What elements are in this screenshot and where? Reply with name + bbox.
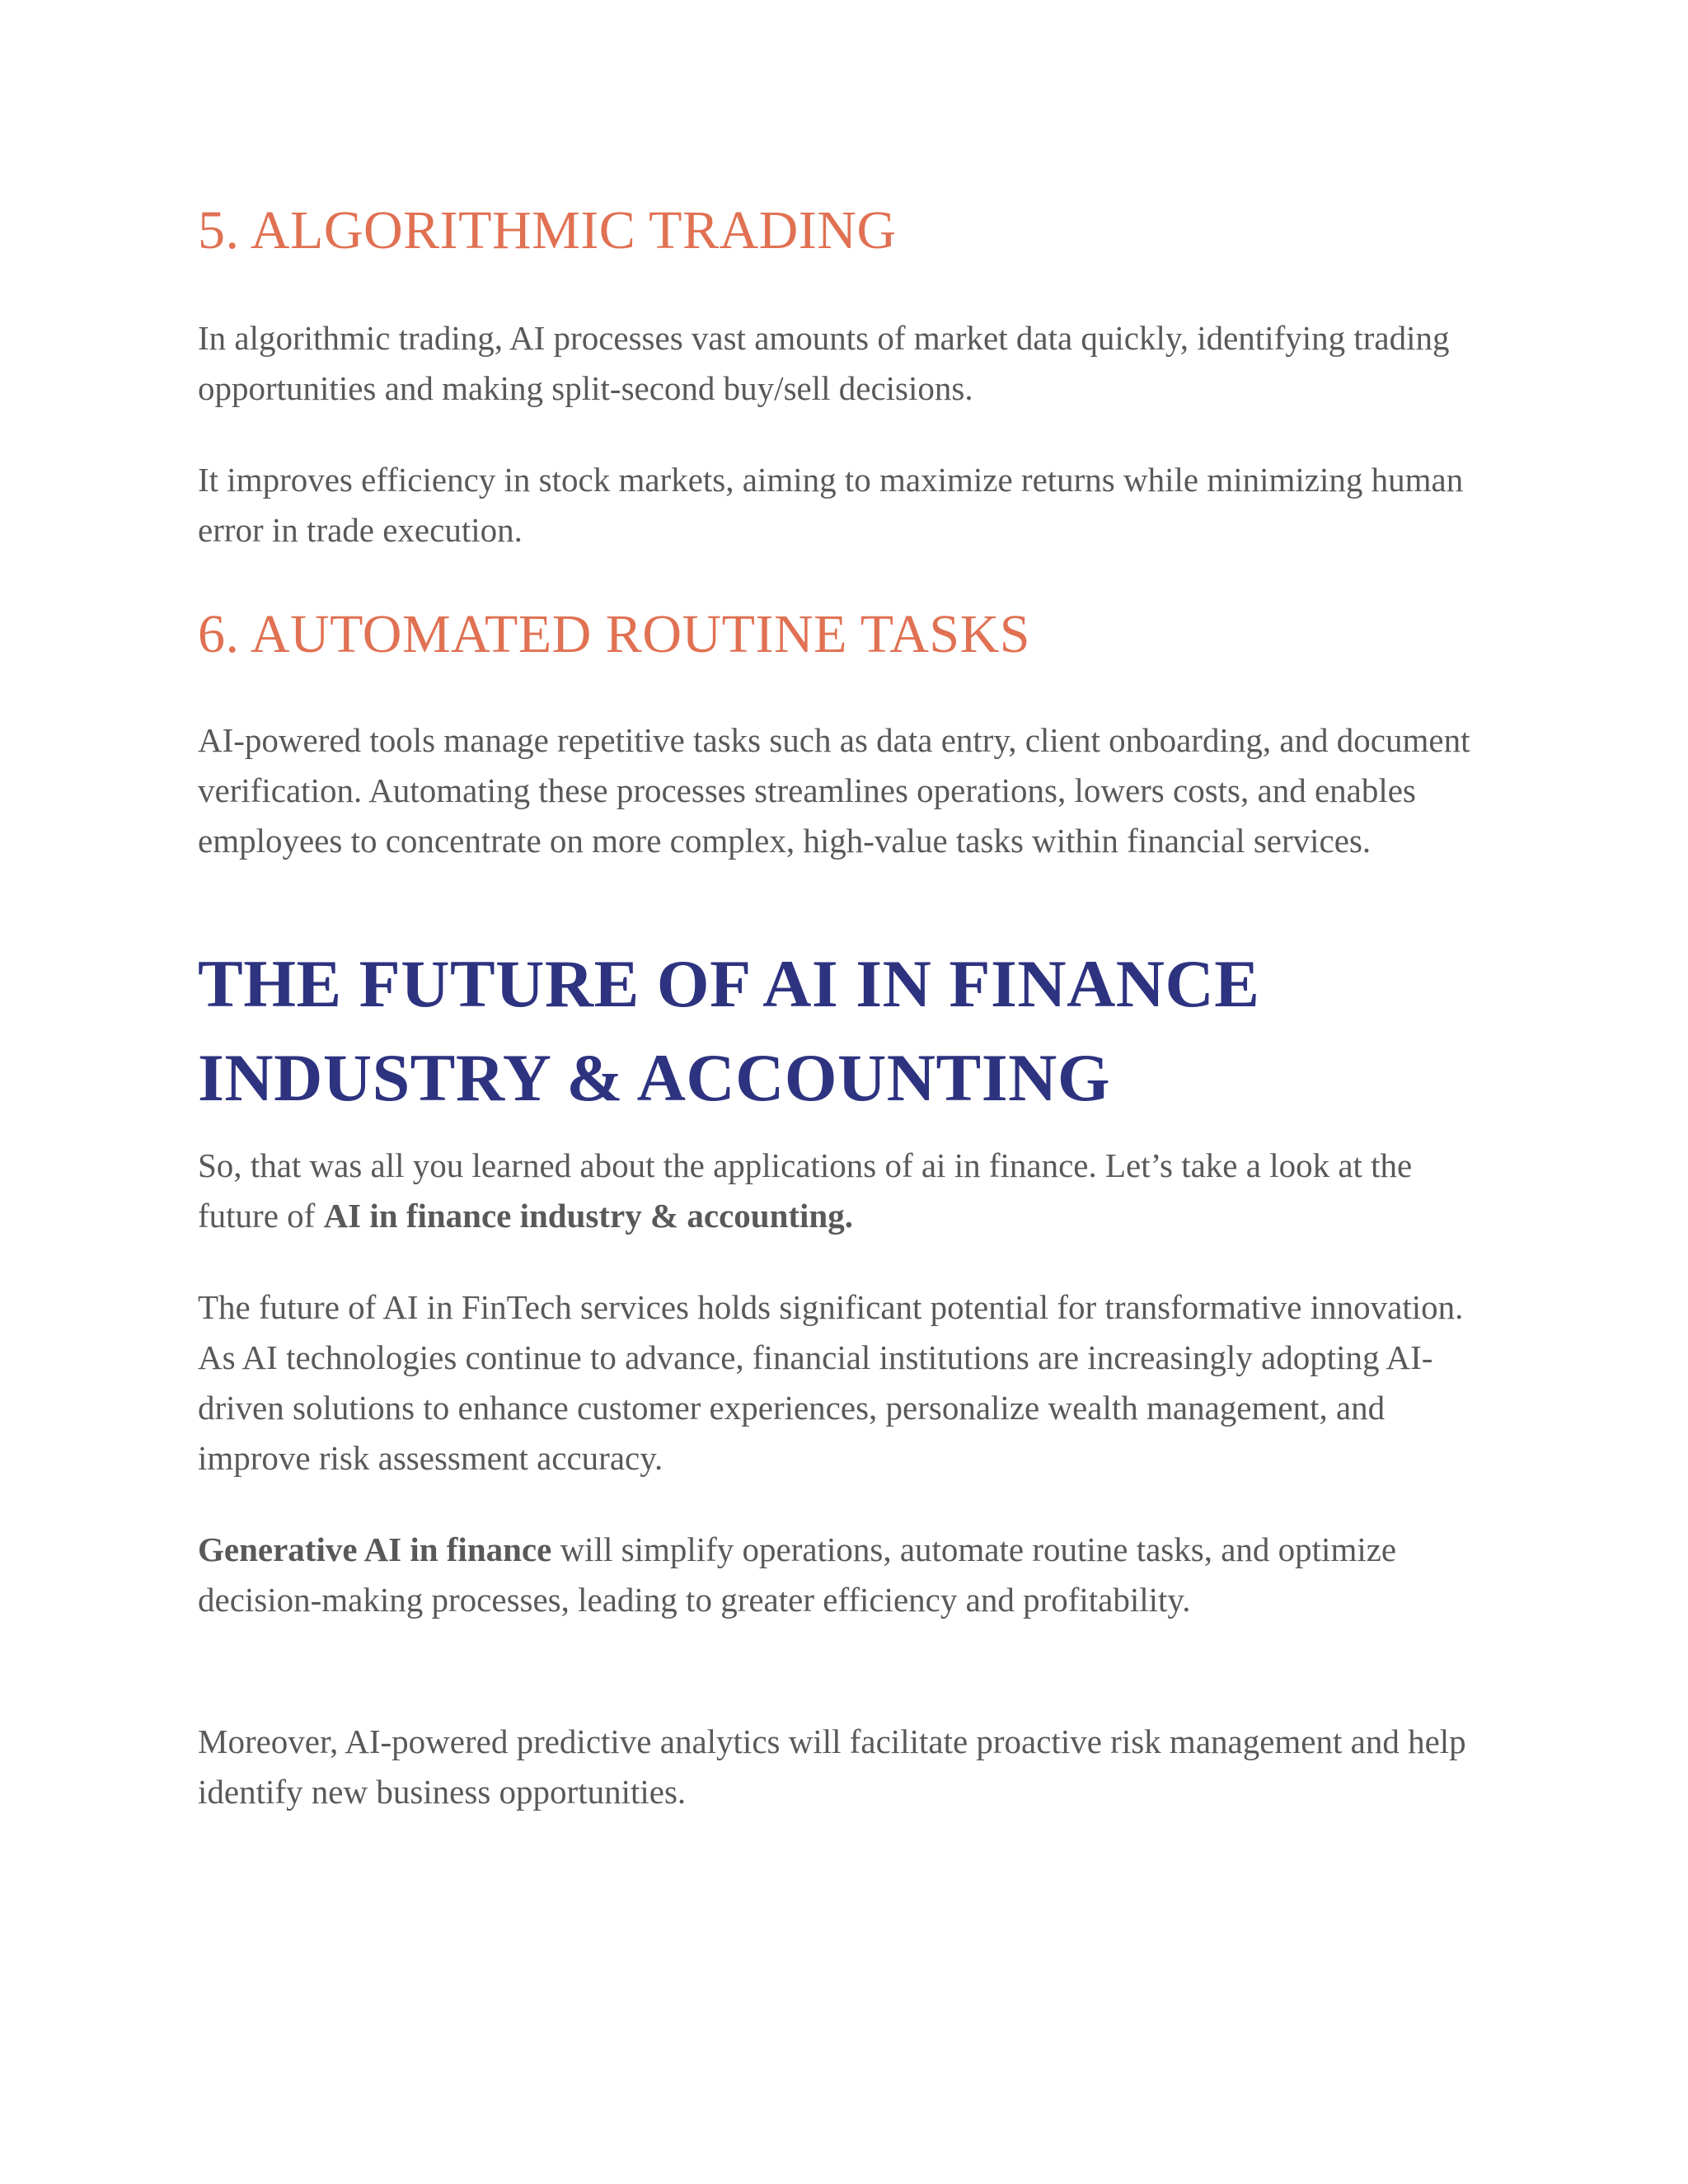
generative-ai-text: will simplify operations, automate routine tasks, and optimize decision-making processes, leading to greater efficiency and profitability. bbox=[198, 1530, 1397, 1619]
paragraph-algorithmic-trading-1: In algorithmic trading, AI processes vast amounts of market data quickly, identifying trading opportunities and making split-second buy/sell decisions. bbox=[198, 319, 1450, 407]
paragraph-algorithmic-trading-2: It improves efficiency in stock markets, aiming to maximize returns while minimizing human error in trade execution. bbox=[198, 461, 1464, 549]
section-heading-automated-routine-tasks: 6. AUTOMATED ROUTINE TASKS bbox=[198, 604, 1030, 664]
paragraph-future-intro bbox=[198, 1141, 1500, 1241]
main-heading-line-1: THE FUTURE OF AI IN FINANCE bbox=[198, 946, 1260, 1021]
main-heading-line-2: INDUSTRY & ACCOUNTING bbox=[198, 1040, 1111, 1115]
paragraph-generative-ai bbox=[198, 1525, 1500, 1625]
paragraph-future-fintech: The future of AI in FinTech services holds significant potential for transformative innovation. As AI technologies continue to advance, financial institutions are increasingly adopting AI-driven solutions to enhance customer experiences, personalize wealth management, and improve risk assessment accuracy. bbox=[198, 1288, 1464, 1477]
future-intro-text: So, that was all you learned about the applications of ai in finance. Let’s take a look at the future of bbox=[198, 1146, 1413, 1235]
section-heading-algorithmic-trading: 5. ALGORITHMIC TRADING bbox=[198, 200, 897, 260]
paragraph-moreover: Moreover, AI-powered predictive analytics will facilitate proactive risk management and help identify new business opportunities. bbox=[198, 1722, 1466, 1811]
future-intro-bold: AI in finance industry & accounting. bbox=[323, 1197, 853, 1235]
paragraph-automated-routine-tasks: AI-powered tools manage repetitive tasks such as data entry, client onboarding, and document verification. Automating these processes streamlines operations, lowers costs, and enables employees to concentrate on more complex, high-value tasks within financial services. bbox=[198, 721, 1470, 860]
generative-ai-bold: Generative AI in finance bbox=[198, 1530, 552, 1568]
